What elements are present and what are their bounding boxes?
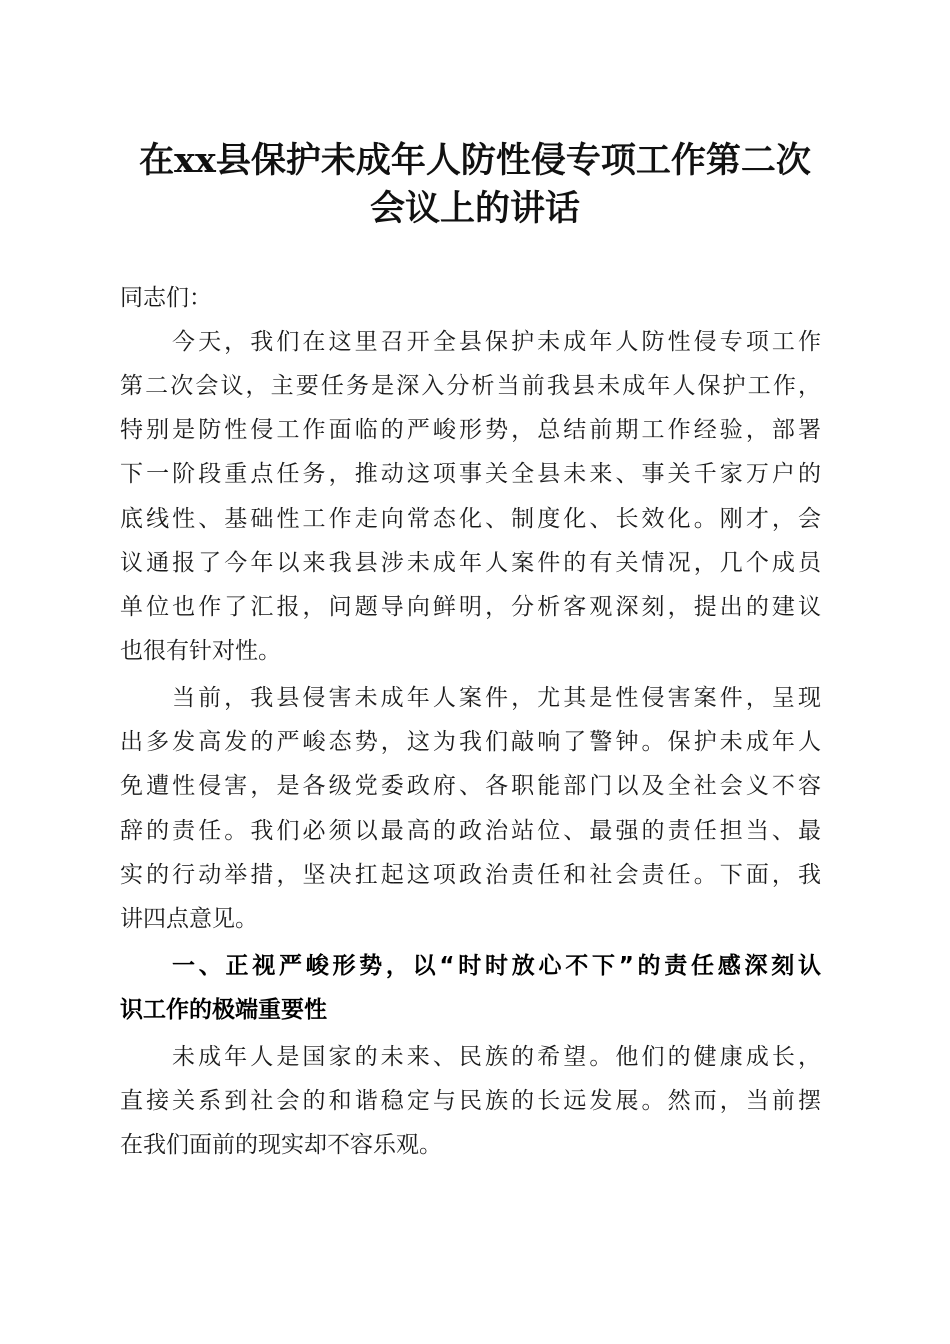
paragraph-2-line: 当前，我县侵害未成年人案件，尤其是性侵害案件，呈现 [172, 685, 821, 711]
paragraph-2-line: 实的行动举措，坚决扛起这项政治责任和社会责任。下面，我 [120, 862, 821, 888]
paragraph-1-line: 特别是防性侵工作面临的严峻形势，总结前期工作经验，部署 [120, 417, 821, 443]
document-title-line-1: 在xx县保护未成年人防性侵专项工作第二次 [139, 140, 811, 181]
paragraph-1-line: 也很有针对性。 [120, 638, 281, 664]
paragraph-2-line: 免遭性侵害，是各级党委政府、各职能部门以及全社会义不容 [120, 773, 821, 799]
paragraph-1-line: 议通报了今年以来我县涉未成年人案件的有关情况，几个成员 [120, 550, 821, 576]
paragraph-2-line: 辞的责任。我们必须以最高的政治站位、最强的责任担当、最 [120, 818, 821, 844]
paragraph-1-line: 第二次会议，主要任务是深入分析当前我县未成年人保护工作， [120, 373, 821, 399]
document-title-line-2: 会议上的讲话 [369, 188, 580, 229]
paragraph-3-line: 在我们面前的现实却不容乐观。 [120, 1132, 442, 1158]
section-heading-1: 一、正视严峻形势，以“时时放心不下”的责任感深刻认 [172, 953, 821, 979]
paragraph-1-line: 今天，我们在这里召开全县保护未成年人防性侵专项工作 [172, 329, 821, 355]
salutation: 同志们： [120, 285, 212, 311]
paragraph-3-line: 直接关系到社会的和谐稳定与民族的长远发展。然而，当前摆 [120, 1088, 821, 1114]
paragraph-1-line: 底线性、基础性工作走向常态化、制度化、长效化。刚才，会 [120, 506, 821, 532]
paragraph-1-line: 单位也作了汇报，问题导向鲜明，分析客观深刻，提出的建议 [120, 594, 821, 620]
paragraph-3-line: 未成年人是国家的未来、民族的希望。他们的健康成长， [172, 1044, 821, 1070]
paragraph-2-line: 出多发高发的严峻态势，这为我们敲响了警钟。保护未成年人 [120, 729, 821, 755]
section-heading-1-continued: 识工作的极端重要性 [120, 997, 327, 1023]
paragraph-1-line: 下一阶段重点任务，推动这项事关全县未来、事关千家万户的 [120, 461, 821, 487]
paragraph-2-line: 讲四点意见。 [120, 906, 258, 932]
